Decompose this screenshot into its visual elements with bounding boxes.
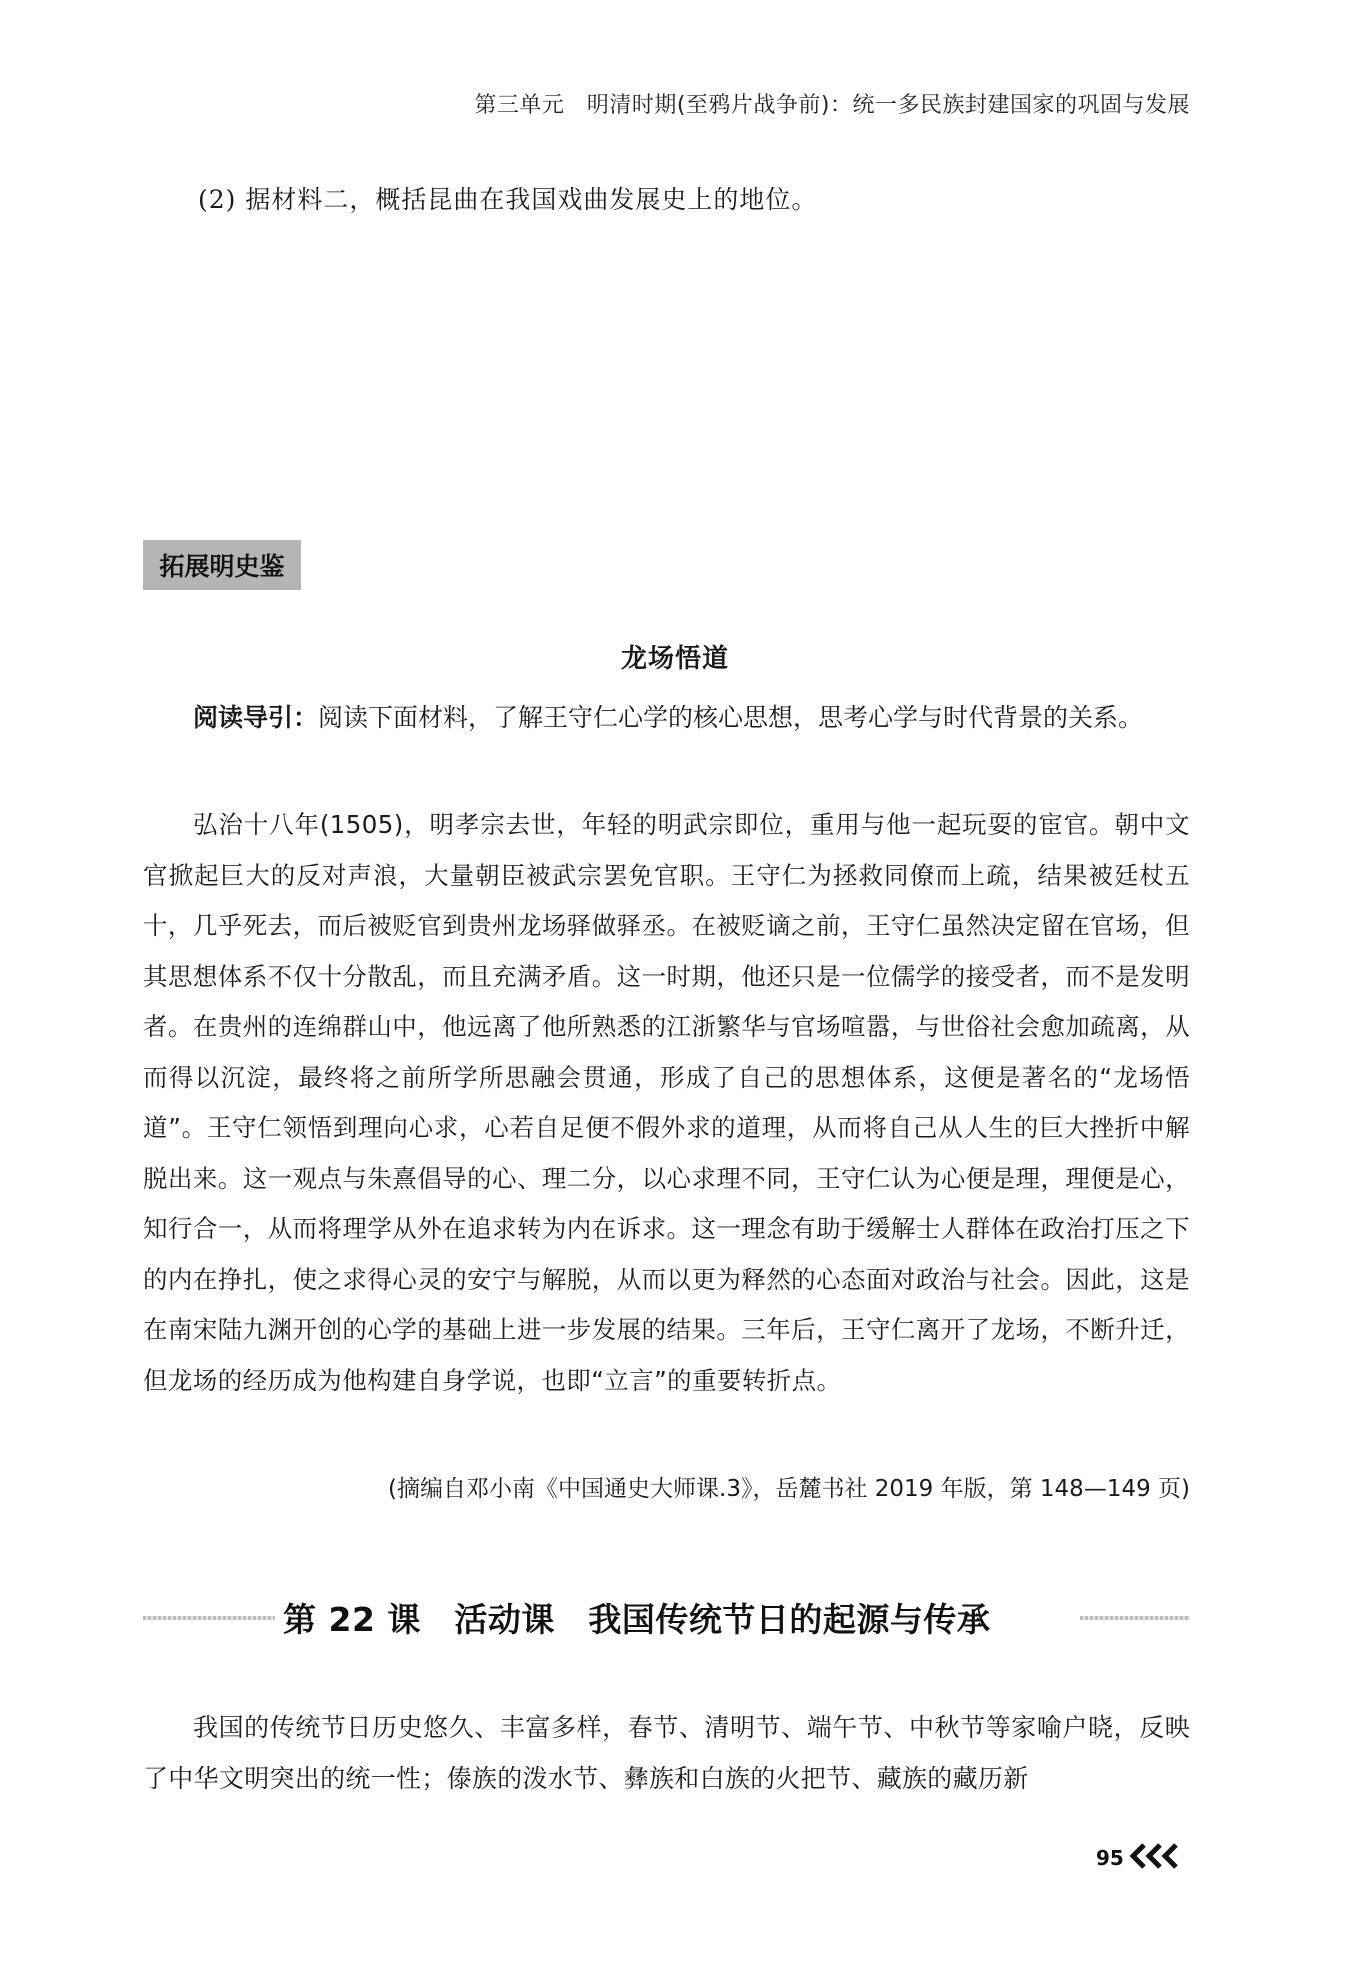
running-header: 第三单元 明清时期(至鸦片战争前)：统一多民族封建国家的巩固与发展 bbox=[474, 93, 1190, 118]
heading-rule-right bbox=[1080, 1616, 1190, 1620]
lesson-heading-text: 第 22 课 活动课 我国传统节日的起源与传承 bbox=[283, 1600, 991, 1639]
reading-guide-label: 阅读导引： bbox=[193, 703, 319, 732]
section-tab-label: 拓展明史鉴 bbox=[159, 552, 285, 581]
reading-body: 弘治十八年(1505)，明孝宗去世，年轻的明武宗即位，重用与他一起玩耍的宦官。朝中文官掀起巨大的反对声浪，大量朝臣被武宗罢免官职。王守仁为拯救同僚而上疏，结果被廷杖五十，几乎死去，而后被贬官到贵州龙场驿做驿丞。在被贬谪之前，王守仁虽然决定留在官场，但其思想体系不仅十分散乱，而且充满矛盾。这一时期，他还只是一位儒学的接受者，而不是发明者。在贵州的连绵群山中，他远离了他所熟悉的江浙繁华与官场喧嚣，与世俗社会愈加疏离，从而得以沉淀，最终将之前所学所思融会贯通，形成了自己的思想体系，这便是著名的“龙场悟道”。王守仁领悟到理向心求，心若自足便不假外求的道理，从而将自己从人生的巨大挫折中解脱出来。这一观点与朱熹倡导的心、理二分，以心求理不同，王守仁认为心便是理，理便是心，知行合一，从而将理学从外在追求转为内在诉求。这一理念有助于缓解士人群体在政治打压之下的内在挣扎，使之求得心灵的安宁与解脱，从而以更为释然的心态面对政治与社会。因此，这是在南宋陆九渊开创的心学的基础上进一步发展的结果。三年后，王守仁离开了龙场，不断升迁，但龙场的经历成为他构建自身学说，也即“立言”的重要转折点。 bbox=[143, 810, 1190, 1395]
question-text: (2) 据材料二，概括昆曲在我国戏曲发展史上的地位。 bbox=[198, 185, 818, 214]
lesson-intro: 我国的传统节日历史悠久、丰富多样，春节、清明节、端午节、中秋节等家喻户晓，反映了中华文明突出的统一性；傣族的泼水节、彝族和白族的火把节、藏族的藏历新 bbox=[143, 1713, 1190, 1793]
reading-guide-text: 阅读下面材料，了解王守仁心学的核心思想，思考心学与时代背景的关系。 bbox=[318, 703, 1144, 732]
page-number: 95 bbox=[1096, 1846, 1124, 1870]
lesson-heading bbox=[143, 1588, 1190, 1644]
heading-rule-left bbox=[143, 1616, 275, 1620]
triple-chevron-left-icon bbox=[1128, 1842, 1186, 1870]
source-citation: (摘编自邓小南《中国通史大师课.3》，岳麓书社 2019 年版，第 148—149 页) bbox=[388, 1476, 1190, 1502]
reading-guide bbox=[143, 693, 1190, 743]
reading-title: 龙场悟道 bbox=[620, 644, 729, 674]
section-tab bbox=[143, 540, 301, 590]
